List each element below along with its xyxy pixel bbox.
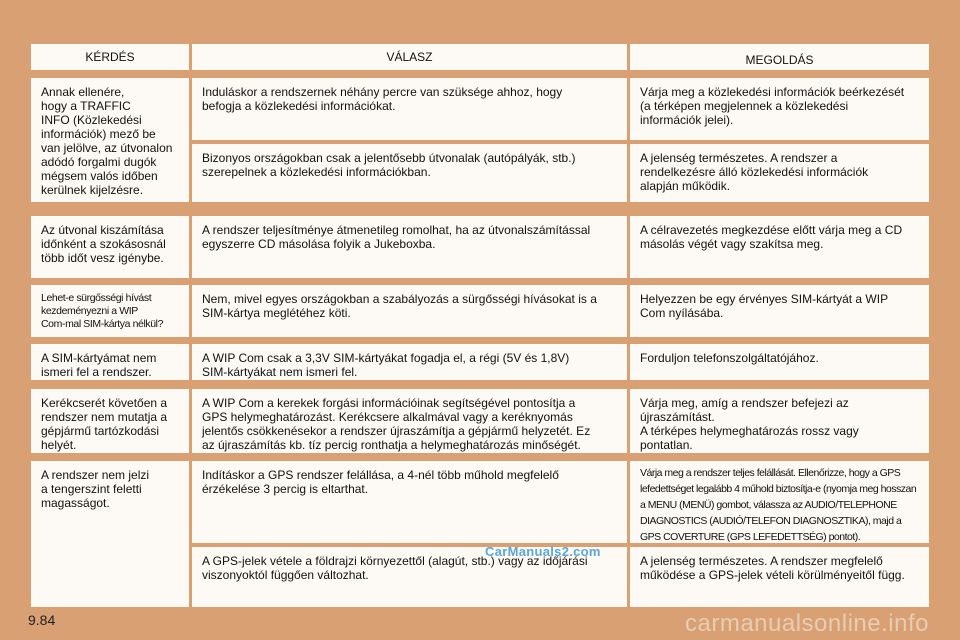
question-cell: A rendszer nem jelzi a tengerszint feletti magasságot. bbox=[31, 461, 189, 607]
header-question: KÉRDÉS bbox=[31, 44, 189, 70]
solution-cell: A jelenség természetes. A rendszer megfelelő működése a GPS-jelek vételi körülményeitől függ. bbox=[630, 547, 929, 607]
question-cell: Annak ellenére, hogy a TRAFFIC INFO (Közlekedési információk) mező be van jelölve, az útvonalon adódó forgalmi dugók mégsem valós időben kerülnek kijelzésre. bbox=[31, 78, 189, 202]
solution-cell: Várja meg a rendszer teljes felállását. Ellenőrizze, hogy a GPS lefedettséget legalább 4 műhold biztosítja-e (nyomja meg hosszan a MENU (MENÜ) gombot, válassza az AUDIO/TELEPHONE DIAGNOSTICS (AUDIÓ/TELEFON DIAGNOSZTIKA), majd a GPS COVERTURE (GPS LEFEDETTSÉG) pontot). bbox=[630, 461, 929, 543]
solution-cell: A jelenség természetes. A rendszer a rendelkezésre álló közlekedési információk alapján működik. bbox=[630, 144, 929, 202]
watermark-small: CarManuals2.com bbox=[485, 544, 601, 559]
question-cell: A SIM-kártyámat nem ismeri fel a rendszer. bbox=[31, 344, 189, 380]
solution-cell: A célravezetés megkezdése előtt várja meg a CD másolás végét vagy szakítsa meg. bbox=[630, 216, 929, 278]
question-cell: Kerékcserét követően a rendszer nem mutatja a gépjármű tartózkodási helyét. bbox=[31, 389, 189, 453]
answer-cell: A GPS-jelek vétele a földrajzi környezettől (alagút, stb.) vagy az időjárási viszonyoktól függően változhat. bbox=[192, 547, 627, 607]
answer-cell: Nem, mivel egyes országokban a szabályozás a sürgősségi hívásokat is a SIM-kártya meglétéhez köti. bbox=[192, 285, 627, 337]
question-cell: Lehet-e sürgősségi hívást kezdeményezni a WIP Com-mal SIM-kártya nélkül? bbox=[31, 285, 189, 337]
solution-cell: Helyezzen be egy érvényes SIM-kártyát a WIP Com nyílásába. bbox=[630, 285, 929, 337]
watermark-large: carmanualsonline.info bbox=[685, 610, 929, 637]
answer-cell: A WIP Com a kerekek forgási információinak segítségével pontosítja a GPS helymeghatározást. Kerékcsere alkalmával vagy a keréknyomás jelentős csökkenésekor a rendszer újraszámítja a gépjármű helyzetét. Ez az újraszámítás kb. tíz percig ronthatja a helymeghatározás minőségét. bbox=[192, 389, 627, 453]
solution-cell: Várja meg a közlekedési információk beérkezését (a térképen megjelennek a közlekedési információk jelei). bbox=[630, 78, 929, 140]
answer-cell: A rendszer teljesítménye átmenetileg romolhat, ha az útvonalszámítással egyszerre CD másolása folyik a Jukeboxba. bbox=[192, 216, 627, 278]
answer-cell: Bizonyos országokban csak a jelentősebb útvonalak (autópályák, stb.) szerepelnek a közlekedési információkban. bbox=[192, 144, 627, 202]
solution-cell: Várja meg, amíg a rendszer befejezi az újraszámítást. A térképes helymeghatározás rossz vagy pontatlan. bbox=[630, 389, 929, 453]
answer-cell: Induláskor a rendszernek néhány percre van szüksége ahhoz, hogy befogja a közlekedési információkat. bbox=[192, 78, 627, 140]
answer-cell: Indításkor a GPS rendszer felállása, a 4-nél több műhold megfelelő érzékelése 3 percig is eltarthat. bbox=[192, 461, 627, 543]
page-number: 9.84 bbox=[28, 612, 56, 628]
header-answer: VÁLASZ bbox=[192, 44, 627, 70]
question-cell: Az útvonal kiszámítása időnként a szokásosnál több időt vesz igénybe. bbox=[31, 216, 189, 278]
header-solution: MEGOLDÁS bbox=[630, 44, 929, 70]
solution-cell: Forduljon telefonszolgáltatójához. bbox=[630, 344, 929, 380]
answer-cell: A WIP Com csak a 3,3V SIM-kártyákat fogadja el, a régi (5V és 1,8V) SIM-kártyákat nem ismeri fel. bbox=[192, 344, 627, 380]
